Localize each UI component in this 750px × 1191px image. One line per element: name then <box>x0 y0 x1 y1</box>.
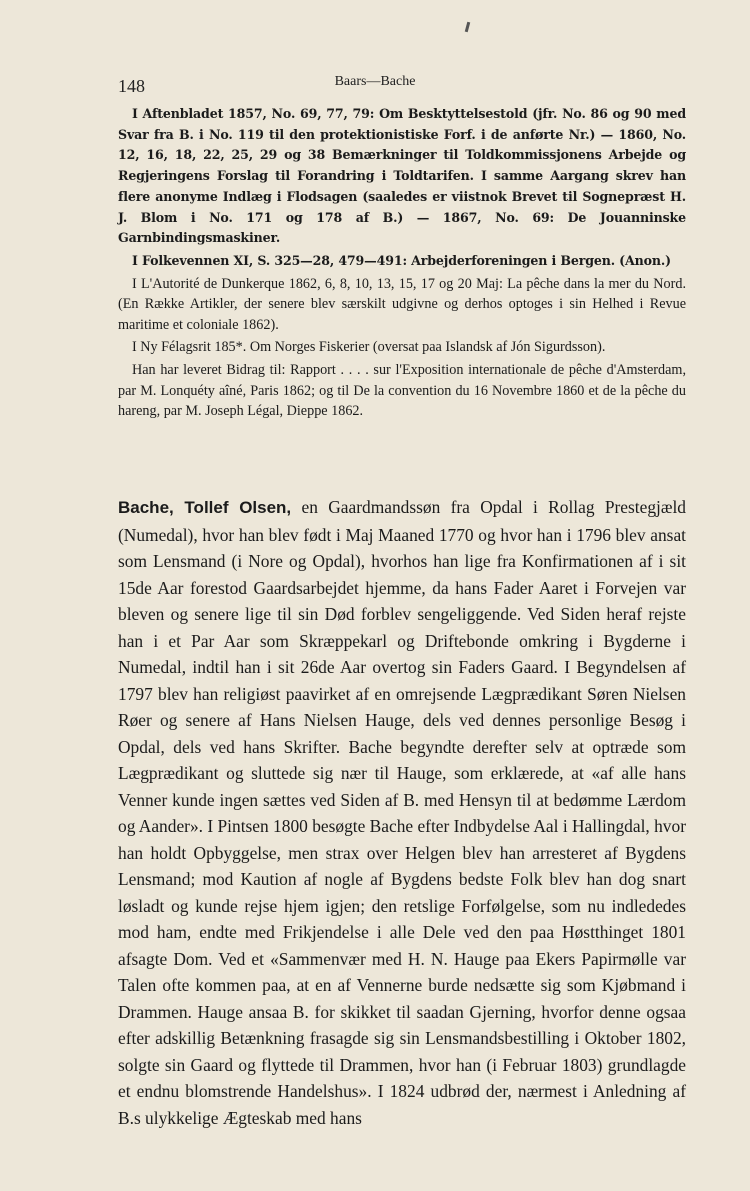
bibliography-block <box>118 104 686 422</box>
bibliography-entry-felagsrit: I Ny Félagsrit 185*. Om Norges Fiskerier (oversat paa Islandsk af Jón Sigurdsson). <box>132 339 606 356</box>
ink-mark <box>465 22 470 32</box>
bibliography-entry-bidrag: Han har leveret Bidrag til: Rapport . . . . sur l'Exposition internationale de pêche d'Amsterdam, par M. Lonquéty aîné, Paris 1862; og til De la convention du 16 Novembre 1860 et de la pêche du hareng, par M. Joseph Légal, Dieppe 1862. <box>118 362 686 420</box>
biography-paragraph <box>118 494 686 1131</box>
entry-name: Bache, Tollef Olsen, <box>118 498 292 517</box>
bibliography-entry-folkevennen: I Folkevennen XI, S. 325—28, 479—491: Arbejderforeningen i Bergen. (Anon.) <box>132 252 671 268</box>
bibliography-entry-aftenbladet: I Aftenbladet 1857, No. 69, 77, 79: Om Besktyttelsestold (jfr. No. 86 og 90 med Svar fra B. i No. 119 til den protektionistiske Forf. i de anførte Nr.) — 1860, No. 12, 16, 18, 22, 25, 29 og 38 Bemærkninger til Toldkommissjonens Arbejde og Regjeringens Forslag til Forandring i Toldtarifen. I samme Aargang skrev han flere anonyme Indlæg i Flodsagen (saaledes er viistnok Brevet til Sognepræst H. J. Blom i No. 171 og 178 af B.) — 1867, No. 69: De Jouanninske Garnbindingsmaskiner. <box>118 106 686 246</box>
page-number: 148 <box>118 76 145 96</box>
biography-article <box>118 494 686 1131</box>
bibliography-entry-autorite: I L'Autorité de Dunkerque 1862, 6, 8, 10, 13, 15, 17 og 20 Maj: La pêche dans la mer du Nord. (En Række Artikler, der senere blev særskilt udgivne og derhos optoges i sin Helhed i Revue maritime et coloniale 1862). <box>118 275 686 333</box>
biography-text: en Gaardmandssøn fra Opdal i Rollag Prestegjæld (Numedal), hvor han blev født i Maj Maaned 1770 og hvor han i 1796 blev ansat som Lensmand (i Nore og Opdal), hvorhos han lige fra Konfirmationen af i sit 15de Aar forestod Gaardsarbejdet hjemme, da hans Fader Aaret i Forvejen var bleven og senere lige til sin Død forblev sengeliggende. Ved Siden heraf rejste han i et Par Aar som Skræppekarl og Driftebonde omkring i Bygderne i Numedal, indtil han i sit 26de Aar overtog sin Faders Gaard. I Begyndelsen af 1797 blev han religiøst paavirket af en omrejsende Lægprædikant Søren Nielsen Røer og senere af Hans Nielsen Hauge, dels ved dennes personlige Besøg i Opdal, dels ved hans Skrifter. Bache begyndte derefter selv at optræde som Lægprædikant og sluttede sig nær til Hauge, som erklærede, at «af alle hans Venner kunde ingen sættes ved Siden af B. med Hensyn til at bedømme Lærdom og Aander». I Pintsen 1800 besøgte Bache efter Indbydelse Aal i Hallingdal, hvor han holdt Opbyggelse, men strax over Helgen blev han arresteret af Bygdens Lensmand; mod Kaution af nogle af Bygdens bedste Folk blev han dog snart løsladt og kunde rejse hjem igjen; den retslige Forfølgelse, som nu indlededes mod ham, endte med Frikjendelse i alle Dele ved den paa Høstthinget 1801 afsagte Dom. Ved et «Sammenvær med H. N. Hauge paa Ekers Papirmølle var Talen ofte kommen paa, at en af Vennerne burde nedsætte sig som Kjøbmand i Drammen. Hauge ansaa B. for skikket til saadan Gjerning, hvorfor denne ogsaa efter adskillig Betænkning frasagde sig sin Lensmandsbestilling i Oktober 1802, solgte sin Gaard og flyttede til Drammen, hvor han (i Februar 1803) grundlagde et endnu blomstrende Handelshus». I 1824 udbrød der, nærmest i Anledning af B.s ulykkelige Ægteskab med hans <box>118 497 686 1128</box>
running-head: Baars—Bache <box>334 74 416 89</box>
